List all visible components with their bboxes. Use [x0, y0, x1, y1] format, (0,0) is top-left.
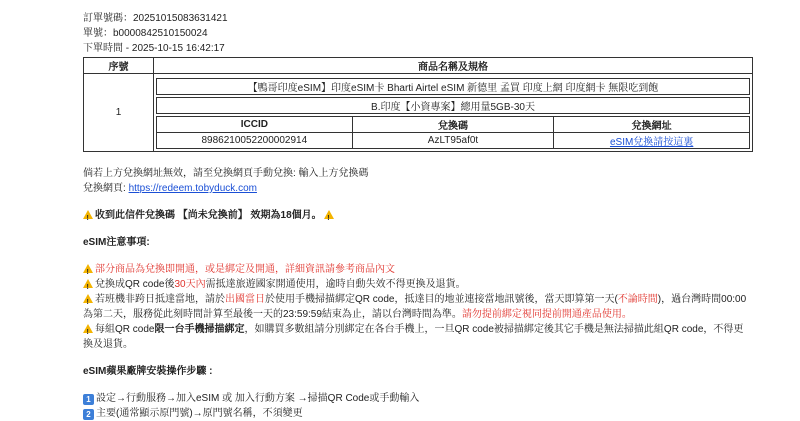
ios-step-2-text: 主要(通常顯示原門號)→原門號名稱，不須變更: [96, 408, 303, 419]
ios-steps: [83, 391, 753, 421]
precaution-item-3: [83, 292, 753, 322]
order-meta: [83, 11, 753, 56]
redeem-link[interactable]: eSIM兌換請按這裏: [609, 137, 694, 148]
fallback-notes: [83, 166, 753, 196]
precaution-highlight-3c: 請勿提前綁定視同提前開通產品使用。: [461, 309, 632, 320]
precaution-text-3b: 於使用手機掃描綁定QR code，抵達目的地並連接當地訊號後，當天即算第一天(: [265, 294, 618, 305]
redeem-site-link[interactable]: https://redeem.tobyduck.com: [128, 183, 257, 194]
precaution-text-3a: 若班機非跨日抵達當地，請於: [95, 294, 225, 305]
ios-step-1-text: 設定→行動服務→加入eSIM 或 加入行動方案 →掃描QR Code或手動輸入: [96, 393, 420, 404]
product-spec: B.印度【小資專案】總用量5GB-30天: [156, 97, 750, 114]
precaution-text-4a: 每組QR code: [95, 324, 155, 335]
iccid-value: 8986210052200002914: [157, 133, 353, 149]
precaution-item-2: [83, 277, 753, 292]
precaution-highlight-2: 30天內: [174, 279, 206, 290]
precaution-item-4: [83, 322, 753, 352]
order-number: 訂單號碼：20251015083631421: [83, 13, 228, 24]
product-details: [156, 76, 750, 116]
ios-step-2: [83, 406, 753, 421]
col-index-header: 序號: [84, 58, 154, 74]
order-time: 下單時間 - 2025-10-15 16:42:17: [83, 43, 225, 54]
warning-icon: [83, 294, 93, 303]
precaution-highlight-3b: 不論時間: [617, 294, 658, 305]
product-cell: [154, 74, 753, 152]
precaution-text-3c: )，過台灣時間00:00為第二天，服務從此刻時間計算至最後一天的23:59:59結束為止，請以台灣時間為準。: [83, 294, 747, 320]
ios-step-1: [83, 391, 753, 406]
col-product-header: 商品名稱及規格: [154, 58, 753, 74]
product-name: 【鴨哥印度eSIM】印度eSIM卡 Bharti Airtel eSIM 新德里 孟買 印度上網 印度網卡 無限吃到飽: [156, 78, 750, 95]
sheet-number: 單號：b0000842510150024: [83, 28, 208, 39]
validity-text: 收到此信件兌換碼 【尚未兌換前】 效期為18個月。: [95, 210, 322, 221]
warning-icon: [83, 324, 93, 333]
link-header: 兌換網址: [554, 117, 750, 133]
warning-icon: [324, 210, 334, 219]
redeem-link-cell: [554, 133, 750, 149]
iccid-header: ICCID: [157, 117, 353, 133]
precautions-title: eSIM注意事項:: [83, 237, 150, 248]
precaution-text-1: 部分商品為兌換即開通，或是綁定及開通，詳細資訊請參考商品內文: [95, 264, 395, 275]
code-header: 兌換碼: [352, 117, 554, 133]
precautions-list: [83, 262, 753, 352]
redeem-table: [156, 116, 750, 149]
fallback-text: 倘若上方兌換網址無效，請至兌換網頁手動兌換: 輸入上方兌換碼: [83, 168, 369, 179]
redeem-site-line: [83, 181, 753, 196]
precaution-text-2a: 兌換成QR code後: [95, 279, 175, 290]
number-2-icon: 2: [83, 409, 94, 420]
warning-icon: [83, 210, 93, 219]
precaution-bold-4: 限一台手機掃描綁定: [154, 324, 245, 335]
row-index: 1: [84, 74, 154, 152]
warning-icon: [83, 264, 93, 273]
precaution-highlight-3a: 出國當日: [225, 294, 265, 305]
code-value: AzLT95af0t: [352, 133, 554, 149]
order-email: [83, 11, 753, 421]
ios-steps-title: eSIM蘋果廠牌安裝操作步驟 :: [83, 366, 213, 377]
order-table: [83, 57, 753, 152]
number-1-icon: 1: [83, 394, 94, 405]
warning-icon: [83, 279, 93, 288]
precaution-item-1: [83, 262, 753, 277]
validity-notice: [83, 208, 753, 223]
precaution-text-4b: ，如購買多數組請分別綁定在各台手機上，一旦QR code被掃描綁定後其它手機是無法掃描此組QR code，不得更換及退貨。: [83, 324, 744, 350]
precaution-text-2b: 需抵達旅遊國家開通使用，逾時自動失效不得更換及退貨。: [205, 279, 466, 290]
redeem-site-label: 兌換網頁:: [83, 183, 129, 194]
